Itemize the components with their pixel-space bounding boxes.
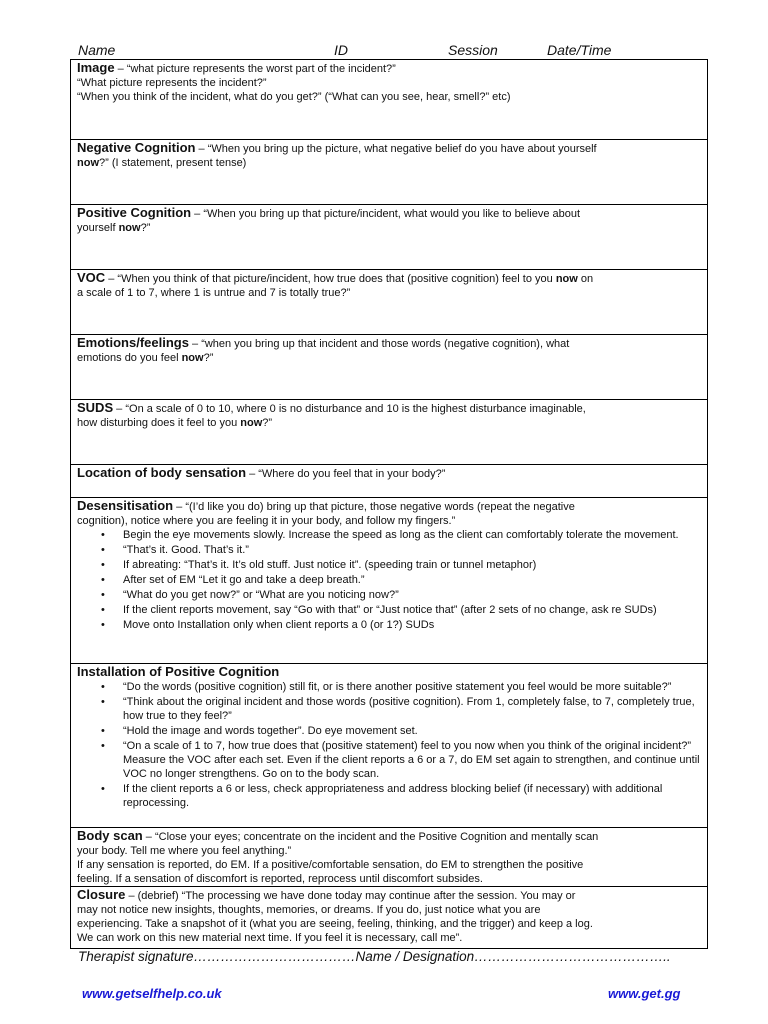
desens-prompt-2: cognition), notice where you are feeling it in your body, and follow my fingers.” (77, 515, 456, 527)
image-prompt-2: “What picture represents the incident?” (77, 77, 267, 89)
suds-prompt-2a: how disturbing does it feel to you (77, 417, 241, 429)
id-label: ID (334, 42, 348, 58)
positive-heading: Positive Cognition (77, 205, 192, 220)
voc-prompt-2: a scale of 1 to 7, where 1 is untrue and 7 is totally true?” (77, 287, 351, 299)
voc-sep: – (105, 273, 118, 285)
emotions-heading: Emotions/feelings (77, 335, 189, 350)
suds-prompt-2b: ?” (262, 417, 273, 429)
desens-bullet: • “That’s it. Good. That’s it.” (123, 543, 701, 558)
location-prompt-1: “Where do you feel that in your body?” (258, 468, 446, 480)
bodyscan-prompt-2: your body. Tell me where you feel anything.” (77, 845, 292, 857)
bodyscan-heading: Body scan (77, 828, 143, 843)
emotions-sep: – (188, 338, 202, 350)
negative-prompt-2: ?” (I statement, present tense) (99, 157, 247, 169)
image-section (71, 60, 707, 140)
bodyscan-sep: – (142, 831, 155, 843)
suds-heading: SUDS (77, 400, 114, 415)
therapist-signature-line: Therapist signature………………………………Name / Designation…………………………………….. (78, 949, 671, 964)
closure-prompt-2: may not notice new insights, thoughts, memories, or dreams. If you do, just notice what you are (77, 904, 541, 916)
suds-sep: – (113, 403, 126, 415)
location-section (71, 465, 707, 498)
desens-bullet: • Move onto Installation only when client reports a 0 (or 1?) SUDs (123, 618, 701, 633)
closure-section (71, 887, 707, 949)
positive-prompt-2a: yourself (77, 222, 119, 234)
therapy-form (70, 59, 708, 949)
install-bullet: • “On a scale of 1 to 7, how true does that (positive statement) feel to you now when you think of the original incident?” Measure the VOC after each set. Even if the client reports a 6 or a 7, do EM set again to strengthen, and continue until VOC no longer strengthens. Go on to the body scan. (123, 739, 701, 782)
positive-sep: – (191, 208, 204, 220)
desens-sep: – (173, 501, 186, 513)
install-bullet: • “Hold the image and words together”. Do eye movement set. (123, 724, 701, 739)
desens-list (77, 528, 701, 633)
closure-prompt-3: experiencing. Take a snapshot of it (what you are seeing, feeling, thinking, and the trigger) and keep a log. (77, 918, 593, 930)
desens-bullet: • If the client reports movement, say “Go with that” or “Just notice that” (after 2 sets of no change, ask re SUDs) (123, 603, 701, 618)
desens-bullet: • After set of EM “Let it go and take a deep breath.” (123, 573, 701, 588)
positive-prompt-2b: ?” (140, 222, 151, 234)
positive-prompt-1: “When you bring up that picture/incident, what would you like to believe about (203, 208, 581, 220)
getgg-link[interactable]: www.get.gg (608, 986, 681, 1001)
getselfhelp-link[interactable]: www.getselfhelp.co.uk (82, 986, 222, 1001)
closure-heading: Closure (77, 887, 126, 902)
voc-prompt-1b: on (577, 273, 594, 285)
closure-prompt-1: (debrief) “The processing we have done today may continue after the session. You may or (137, 890, 576, 902)
negative-sep: – (195, 143, 208, 155)
image-heading: Image (77, 60, 115, 75)
voc-heading: VOC (77, 270, 106, 285)
install-heading: Installation of Positive Cognition (77, 664, 280, 679)
install-bullet: • “Do the words (positive cognition) still fit, or is there another positive statement you feel would be more suitable?” (123, 680, 701, 695)
negative-heading: Negative Cognition (77, 140, 196, 155)
negative-cognition-section (71, 140, 707, 205)
form-header (78, 42, 698, 59)
location-heading: Location of body sensation (77, 465, 247, 480)
installation-section (71, 664, 707, 828)
emotions-now: now (181, 352, 204, 364)
desensitisation-section (71, 498, 707, 664)
voc-section (71, 270, 707, 335)
image-prompt-1: “what picture represents the worst part of the incident?” (126, 63, 396, 75)
positive-cognition-section (71, 205, 707, 270)
bodyscan-prompt-4: feeling. If a sensation of discomfort is reported, reprocess until discomfort subsides. (77, 873, 483, 885)
desens-prompt-1: “(I’d like you do) bring up that picture, those negative words (repeat the negative (185, 501, 575, 513)
desens-heading: Desensitisation (77, 498, 174, 513)
voc-now: now (555, 273, 578, 285)
session-label: Session (448, 42, 498, 58)
datetime-label: Date/Time (547, 42, 612, 58)
install-list (77, 680, 701, 811)
emotions-section (71, 335, 707, 400)
suds-prompt-1: “On a scale of 0 to 10, where 0 is no disturbance and 10 is the highest disturbance imaginable, (125, 403, 586, 415)
suds-now: now (240, 417, 263, 429)
negative-prompt-1: “When you bring up the picture, what negative belief do you have about yourself (207, 143, 597, 155)
emotions-prompt-1: “when you bring up that incident and those words (negative cognition), what (201, 338, 570, 350)
emotions-prompt-2a: emotions do you feel (77, 352, 182, 364)
bodyscan-prompt-1: “Close your eyes; concentrate on the incident and the Positive Cognition and mentally scan (154, 831, 599, 843)
install-bullet: • If the client reports a 6 or less, check appropriateness and address blocking belief (if necessary) with additional reprocessing. (123, 782, 701, 811)
body-scan-section (71, 828, 707, 887)
bodyscan-prompt-3: If any sensation is reported, do EM. If a positive/comfortable sensation, do EM to strengthen the positive (77, 859, 584, 871)
image-sep: – (114, 63, 127, 75)
suds-section (71, 400, 707, 465)
voc-prompt-1a: “When you think of that picture/incident, how true does that (positive cognition) feel to you (117, 273, 556, 285)
install-bullet: • “Think about the original incident and those words (positive cognition). From 1, completely false, to 7, completely true, how true to they feel?” (123, 695, 701, 724)
desens-bullet: • Begin the eye movements slowly. Increase the speed as long as the client can comfortably tolerate the movement. (123, 528, 701, 543)
positive-now: now (118, 222, 141, 234)
location-sep: – (246, 468, 259, 480)
negative-now: now (77, 157, 99, 169)
desens-bullet: • If abreating: “That’s it. It’s old stuff. Just notice it”. (speeding train or tunnel metaphor) (123, 558, 701, 573)
desens-bullet: • “What do you get now?” or “What are you noticing now?” (123, 588, 701, 603)
image-prompt-3: “When you think of the incident, what do you get?” (“What can you see, hear, smell?” etc) (77, 91, 511, 103)
emotions-prompt-2b: ?” (203, 352, 214, 364)
closure-prompt-4: We can work on this new material next time. If you feel it is necessary, call me”. (77, 932, 463, 944)
closure-sep: – (125, 890, 138, 902)
name-label: Name (78, 42, 116, 58)
